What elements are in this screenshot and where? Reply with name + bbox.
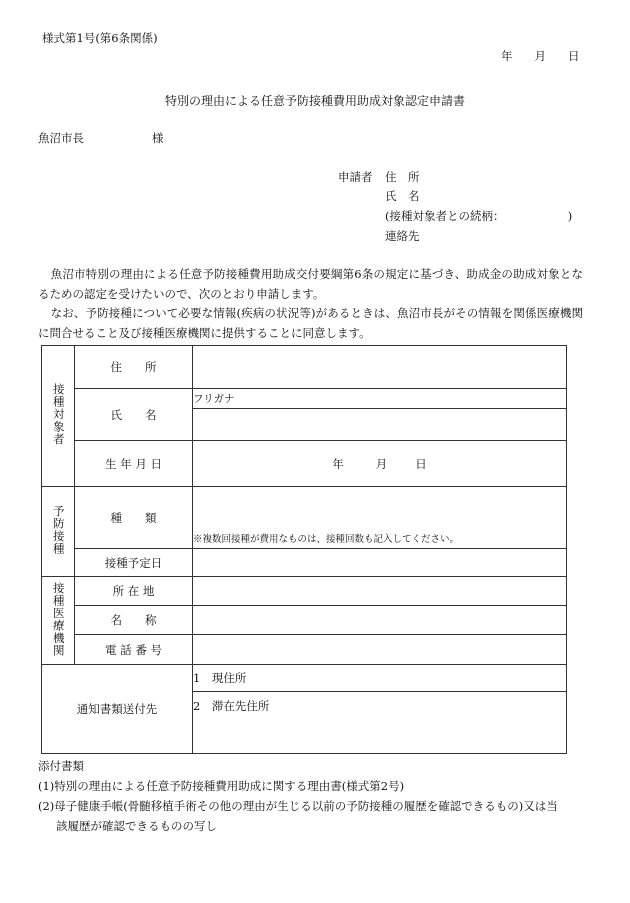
body-paragraph-2: なお、予防接種について必要な情報(疾病の状況等)があるときは、魚沼市長がその情報を関係医療機関に問合せること及び接種医療機関に提供することに同意します。 <box>38 306 583 340</box>
application-form-table <box>41 345 567 754</box>
birth-date-label: 生 年 月 日 <box>75 441 193 487</box>
birth-month: 月 <box>375 456 388 471</box>
scheduled-date-field[interactable] <box>193 549 567 577</box>
section-recipient <box>42 346 75 487</box>
institution-phone-label: 電 話 番 号 <box>75 635 193 665</box>
date-day: 日 <box>568 49 580 63</box>
body-paragraph-1: 魚沼市特別の理由による任意予防接種費用助成交付要綱第6条の規定に基づき、助成金の助成対象となるための認定を受けたいので、次のとおり申請します。 <box>38 267 583 301</box>
institution-location-field[interactable] <box>193 577 567 606</box>
attachment-item-2-line-1: (2)母子健康手帳(骨髄移植手術その他の理由が生じる以前の予防接種の履歴を確認できるもの)又は当 <box>38 799 558 813</box>
section-recipient-label: 接種対象者 <box>51 383 66 446</box>
addressee <box>38 130 164 146</box>
vaccine-type-label: 種 類 <box>75 487 193 549</box>
institution-location-label: 所 在 地 <box>75 577 193 606</box>
furigana-label: フリガナ <box>193 393 235 405</box>
form-number: 様式第1号(第6条関係) <box>42 31 158 45</box>
addressee-name: 魚沼市長 <box>38 131 84 145</box>
section-vaccination <box>42 487 75 577</box>
scheduled-date-label: 接種予定日 <box>75 549 193 577</box>
date-month: 月 <box>534 49 546 63</box>
section-vaccination-label: 予防接種 <box>51 505 66 555</box>
document-title: 特別の理由による任意予防接種費用助成対象認定申請書 <box>164 94 465 108</box>
application-date <box>501 48 580 64</box>
attachments <box>38 756 586 836</box>
section-institution <box>42 577 75 665</box>
vaccine-type-note: ※複数回接種が費用なものは、接種回数も記入してください。 <box>193 534 460 545</box>
applicant-relation-label: (接種対象者との続柄： ) <box>385 209 573 223</box>
recipient-address-label: 住 所 <box>75 346 193 389</box>
institution-phone-field[interactable] <box>193 635 567 665</box>
destination-option-current[interactable] <box>193 665 567 692</box>
attachment-item-2-line-2: 該履歴が確認できるものの写し <box>56 819 217 833</box>
notice-destination-label: 通知書類送付先 <box>42 665 193 754</box>
body-text <box>38 265 583 343</box>
attachments-heading: 添付書類 <box>38 759 84 773</box>
birth-date-field[interactable] <box>193 441 567 487</box>
attachment-item-1: (1)特別の理由による任意予防接種費用助成に関する理由書(様式第2号) <box>38 779 405 793</box>
recipient-name-label: 氏 名 <box>75 389 193 441</box>
destination-option-1-label: 1 現住所 <box>193 671 247 685</box>
recipient-furigana-field[interactable] <box>193 389 567 409</box>
section-institution-label: 接種医療機関 <box>51 581 66 657</box>
date-year: 年 <box>501 49 513 63</box>
applicant-role-label: 申請者 <box>338 170 373 184</box>
applicant-contact-label: 連絡先 <box>385 229 420 243</box>
destination-option-2-label: 2 滞在先住所 <box>193 699 270 713</box>
recipient-name-field[interactable] <box>193 409 567 441</box>
applicant-address-label: 住 所 <box>385 170 420 184</box>
recipient-address-field[interactable] <box>193 346 567 389</box>
vaccine-type-field[interactable] <box>193 487 567 549</box>
destination-option-stay[interactable] <box>193 692 567 754</box>
institution-name-label: 名 称 <box>75 606 193 635</box>
birth-year: 年 <box>332 456 344 471</box>
addressee-honorific: 様 <box>152 131 164 145</box>
institution-name-field[interactable] <box>193 606 567 635</box>
applicant-name-label: 氏 名 <box>385 189 420 203</box>
birth-day: 日 <box>415 456 427 471</box>
